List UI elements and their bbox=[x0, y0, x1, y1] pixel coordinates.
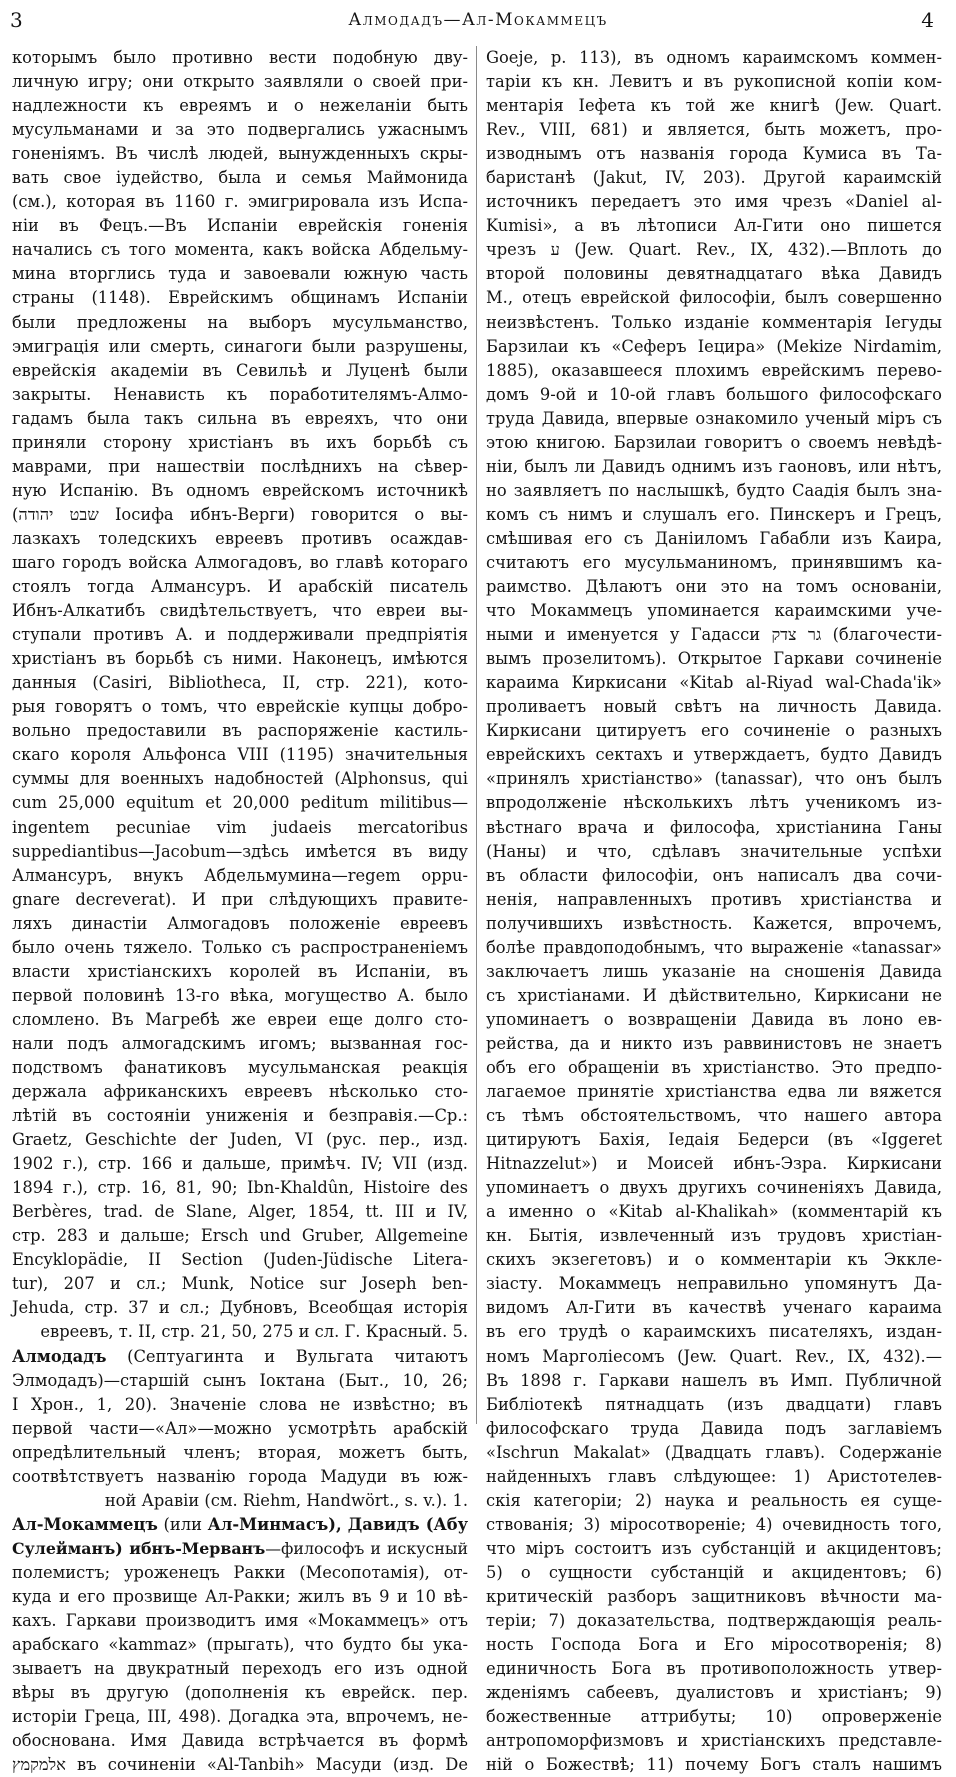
text-line: еврейскія академіи въ Севильѣ и Луценѣ были bbox=[12, 360, 468, 380]
text-line: видомъ Ал-Гити въ качествѣ ученаго караима bbox=[486, 1298, 942, 1318]
text-line: изводнымъ отъ названія города Кумиса въ Та- bbox=[486, 144, 942, 164]
column-divider bbox=[476, 46, 477, 1424]
text-line: ingentem pecuniae vim judaeis mercatoribus bbox=[12, 817, 468, 837]
entry-line-almokammets bbox=[12, 1513, 468, 1537]
text-line: ными и именуется у Гадасси גר צדק (благочести- bbox=[486, 625, 942, 645]
left-column bbox=[12, 46, 469, 1775]
entry-text: —философъ и искусный bbox=[265, 1538, 468, 1558]
text-line: антропоморфизмовъ и христіанскихъ представле- bbox=[486, 1731, 942, 1751]
text-line: вѣстнаго врача и философа, христіанина Ганы bbox=[486, 817, 942, 837]
text-line: 5) о сущности субстанцій и акцидентовъ; 6) bbox=[486, 1562, 942, 1582]
entry-text: (Септуагинта и Вульгата читаютъ bbox=[106, 1346, 468, 1366]
text-line: (שבט יהודה Іосифа ибнъ-Верги) говорится о вы- bbox=[12, 504, 468, 524]
entry-text: (или bbox=[157, 1514, 208, 1534]
text-line: suppediantibus—Jacobum—здѣсь имѣется въ виду bbox=[12, 841, 468, 861]
text-line: кн. Бытія, извлеченный изъ трудовъ христіан- bbox=[486, 1226, 942, 1246]
text-line: зываетъ на двукратный переходъ его изъ одной bbox=[12, 1659, 468, 1679]
text-line: Библіотекѣ пятнадцать (изъ двадцати) главъ bbox=[486, 1394, 942, 1414]
text-line: заключаетъ лишь указаніе на сношенія Давида bbox=[486, 961, 942, 981]
text-line: 1885), оказавшееся плохимъ еврейскимъ перево- bbox=[486, 360, 942, 380]
text-line: ніи, былъ ли Давидъ однимъ изъ гаоновъ, или нѣтъ, bbox=[486, 456, 942, 476]
text-line: нали подъ алмогадскимъ игомъ; вызванная гос- bbox=[12, 1033, 468, 1053]
text-line: ной Аравіи (см. Riehm, Handwört., s. v.). 1. bbox=[104, 1490, 468, 1510]
text-line: труда Давида, впервые ознакомило ученый міръ съ bbox=[486, 408, 942, 428]
text-line: баристанѣ (Jakut, IV, 203). Другой караимскій bbox=[486, 168, 942, 188]
text-line: чрезъ ע (Jew. Quart. Rev., IX, 432).—Вплоть до bbox=[486, 240, 942, 260]
text-line: комъ съ нимъ и слушалъ его. Пинскеръ и Грецъ, bbox=[486, 504, 942, 524]
text-line: съ тѣмъ обстоятельствомъ, что нашего автора bbox=[486, 1106, 942, 1126]
text-line: ментарія Іефета къ той же книгѣ (Jew. Quart. bbox=[486, 96, 942, 116]
text-line: философскаго труда Давида подъ заглавіемъ bbox=[486, 1418, 942, 1438]
text-line: что Мокаммецъ упоминается караимскими уче- bbox=[486, 601, 942, 621]
text-line: объ его обращеніи въ христіанство. Это предпо- bbox=[486, 1057, 942, 1077]
text-line: закрыты. Ненависть къ поработителямъ-Алмо- bbox=[12, 384, 468, 404]
text-line: считаютъ его мусульманиномъ, принявшимъ ка- bbox=[486, 552, 942, 572]
text-line: Барзилаи къ «Сеферъ Іецира» (Mekize Nirdamim, bbox=[486, 336, 942, 356]
text-line: ляхъ династіи Алмогадовъ положеніе евреевъ bbox=[12, 913, 468, 933]
text-line: скія категоріи; 2) наука и реальность ея суще- bbox=[486, 1490, 942, 1510]
text-line: данныя (Casiri, Bibliotheca, II, стр. 221), кото- bbox=[12, 673, 468, 693]
text-line: Kumisi», а въ лѣтописи Ал-Гити оно пишется bbox=[486, 216, 942, 236]
text-line: Rev., VIII, 681) и является, быть можетъ, про- bbox=[486, 120, 942, 140]
text-line: было очень тяжело. Только съ распространеніемъ bbox=[12, 937, 468, 957]
text-line: арабскаго «kammaz» (прыгать), что будто бы ука- bbox=[12, 1635, 468, 1655]
text-line: номъ Марголіесомъ (Jew. Quart. Rev., IX, 432).— bbox=[486, 1346, 942, 1366]
right-page-number: 4 bbox=[921, 8, 934, 32]
text-line: вѣры въ другую (дополненія къ еврейск. пер. bbox=[12, 1683, 468, 1703]
text-line: еврейскихъ сектахъ и утверждаетъ, будто Давидъ bbox=[486, 745, 942, 765]
text-line: зіасту. Мокаммецъ неправильно упомянутъ Да- bbox=[486, 1274, 942, 1294]
text-line: лазкахъ толедскихъ евреевъ противъ осаждав- bbox=[12, 528, 468, 548]
text-line: cum 25,000 equitum et 20,000 peditum militibus— bbox=[12, 793, 468, 813]
text-line: Graetz, Geschichte der Juden, VI (рус. пер., изд. bbox=[12, 1130, 468, 1150]
text-line: первой половинѣ 13-го вѣка, могущество А. было bbox=[12, 985, 468, 1005]
text-line: единичность Бога въ противоположность утвер- bbox=[486, 1659, 942, 1679]
text-line: соотвѣтствуетъ названію города Мадуди въ юж- bbox=[12, 1466, 468, 1486]
text-line: скихъ экзегетовъ) и о комментаріи къ Эккле- bbox=[486, 1250, 942, 1270]
text-line: Jehuda, стр. 37 и сл.; Дубновъ, Всеобщая исторія bbox=[12, 1298, 468, 1318]
text-line: 1902 г.), стр. 166 и дальше, примѣч. IV; VII (изд. bbox=[12, 1154, 468, 1174]
text-line: маврами, при нашествіи послѣднихъ на сѣвер- bbox=[12, 456, 468, 476]
text-line: жденіямъ сабеевъ, дуалистовъ и христіанъ; 9) bbox=[486, 1683, 942, 1703]
text-line: Алмансуръ, внукъ Абдельмумина—regem oppu- bbox=[12, 865, 468, 885]
text-line: М., отецъ еврейской философіи, былъ совершенно bbox=[486, 288, 942, 308]
text-line: смѣшивая его съ Даніиломъ Габабли изъ Каира, bbox=[486, 528, 942, 548]
text-line: личную игру; они открыто заявляли о своей при- bbox=[12, 72, 468, 92]
text-line: что міръ состоитъ изъ субстанцій и акцидентовъ; bbox=[486, 1538, 942, 1558]
text-line: опредѣлительный членъ; вторая, можетъ быть, bbox=[12, 1442, 468, 1462]
text-line: приняли сторону христіанъ въ ихъ борьбѣ съ bbox=[12, 432, 468, 452]
text-line: второй половины девятнадцатаго вѣка Давидъ bbox=[486, 264, 942, 284]
text-line: куда и его прозвище Ал-Ракки; жилъ въ 9 и 10 вѣ- bbox=[12, 1587, 468, 1606]
text-line: ность Господа Бога и Его міросотворенія; 8) bbox=[486, 1635, 942, 1655]
text-line: первой части—«Ал»—можно усмотрѣть арабскій bbox=[12, 1418, 468, 1438]
text-line: найденныхъ главъ слѣдующее: 1) Аристотелев- bbox=[486, 1466, 942, 1486]
text-line: караима Киркисани «Kitab al-Riyad wal-Chada'ik» bbox=[486, 673, 942, 693]
text-line: лагаемое принятіе христіанства едва ли вяжется bbox=[486, 1082, 942, 1102]
entry-line-almokammets-2 bbox=[12, 1537, 468, 1561]
text-line: אלמקמץ въ сочиненіи «Al-Tanbih» Масуди (изд. De bbox=[12, 1755, 468, 1775]
text-line: Въ 1898 г. Гаркави нашелъ въ Имп. Публичной bbox=[486, 1370, 942, 1390]
text-line: критическій разборъ защитниковъ вѣчности ма- bbox=[486, 1587, 942, 1606]
text-line: ступали противъ А. и поддерживали предпріятія bbox=[12, 625, 468, 645]
text-line: полемистъ; уроженецъ Ракки (Месопотамія), от- bbox=[12, 1562, 468, 1582]
text-line: а именно о «Kitab al-Khalikah» (комментарій къ bbox=[486, 1202, 942, 1222]
text-line: Элмодадъ)—старшій сынъ Іоктана (Быт., 10, 26; bbox=[12, 1370, 468, 1390]
text-line: въ его трудѣ о караимскихъ писателяхъ, издан- bbox=[486, 1322, 942, 1342]
text-line: проливаетъ новый свѣтъ на личность Давида. bbox=[486, 697, 942, 717]
text-line: «Ischrun Makalat» (Двадцать главъ). Содержаніе bbox=[486, 1442, 942, 1462]
text-line: вать свое іудейство, была и семья Маймонида bbox=[12, 168, 468, 188]
text-line: подствомъ фанатиковъ мусульманская реакція bbox=[12, 1057, 468, 1077]
text-line: Ибнъ-Алкатибъ свидѣтельствуетъ, что евреи вы- bbox=[12, 601, 468, 621]
text-line: упоминаетъ о двухъ другихъ сочиненіяхъ Давида, bbox=[486, 1178, 942, 1198]
text-line: 1894 г.), стр. 16, 81, 90; Ibn-Khaldûn, Histoire des bbox=[12, 1178, 468, 1198]
text-line: (см.), которая въ 1160 г. эмигрировала изъ Испа- bbox=[12, 192, 468, 212]
text-line: шаго городъ войска Алмогадовъ, во главѣ котораго bbox=[12, 552, 468, 572]
right-column bbox=[486, 46, 942, 1775]
entry-heading: Ал-Мокаммецъ bbox=[12, 1514, 158, 1534]
text-line: раимство. Дѣлаютъ они это на томъ основаніи, bbox=[486, 577, 942, 597]
text-line: стр. 283 и дальше; Ersch und Gruber, Allgemeine bbox=[12, 1226, 468, 1246]
text-line: страны (1148). Еврейскимъ общинамъ Испаніи bbox=[12, 288, 468, 308]
text-line: стоялъ тогда Алмансуръ. И арабскій писатель bbox=[12, 577, 468, 597]
text-line: теріи; 7) доказательства, подтверждающія реаль- bbox=[486, 1611, 942, 1631]
text-line: болѣе правдоподобнымъ, что выраженіе «tanassar» bbox=[486, 937, 942, 957]
running-title: Алмодадъ—Ал-Мокаммецъ bbox=[348, 10, 608, 30]
text-line: домъ 9-ой и 10-ой главъ большого философскаго bbox=[486, 384, 942, 404]
text-line: которымъ было противно вести подобную дву- bbox=[12, 48, 468, 67]
text-line: впродолженіе нѣсколькихъ лѣтъ ученикомъ из- bbox=[486, 793, 942, 813]
text-line: гоненіямъ. Въ числѣ людей, вынужденныхъ скры- bbox=[12, 144, 468, 164]
text-line: ствованія; 3) міросотвореніе; 4) очевидность того, bbox=[486, 1514, 942, 1534]
text-line: гадамъ была такъ сильна въ евреяхъ, что они bbox=[12, 408, 468, 428]
text-line: держала африканскихъ евреевъ нѣсколько сто- bbox=[12, 1082, 468, 1102]
text-line: цитируютъ Бахія, Іедаія Бедерси (въ «Iggeret bbox=[486, 1130, 942, 1150]
text-line: ную Испанію. Въ одномъ еврейскомъ источникѣ bbox=[12, 480, 468, 500]
text-line: I Хрон., 1, 20). Значеніе слова не извѣстно; въ bbox=[12, 1394, 468, 1414]
text-line: ніи въ Фецъ.—Въ Испаніи еврейскія гоненія bbox=[12, 216, 468, 236]
text-line: таріи къ кн. Левитъ и въ рукописной копіи ком- bbox=[486, 72, 942, 92]
text-line: христіанъ въ борьбѣ съ ними. Наконецъ, имѣются bbox=[12, 649, 468, 669]
text-line: источникъ передаетъ это имя чрезъ «Daniel al- bbox=[486, 192, 942, 212]
text-line: мина вторглись туда и завоевали южную часть bbox=[12, 264, 468, 284]
page-header bbox=[0, 0, 956, 40]
text-line: власти христіанскихъ королей въ Испаніи, въ bbox=[12, 961, 468, 981]
text-line: Goeje, p. 113), въ одномъ караимскомъ коммен- bbox=[486, 48, 942, 67]
text-line: «принялъ христіанство» (tanassar), что онъ былъ bbox=[486, 769, 942, 789]
text-line: рейства, да и никто изъ раввинистовъ не знаетъ bbox=[486, 1033, 942, 1053]
text-line: сломлено. Въ Магребѣ же евреи еще долго сто- bbox=[12, 1009, 468, 1029]
text-line: начались съ того момента, какъ войска Абдельму- bbox=[12, 240, 468, 260]
text-line: неизвѣстенъ. Только изданіе комментарія Іегуды bbox=[486, 312, 942, 332]
text-line: получившихъ извѣстность. Кажется, впрочемъ, bbox=[486, 913, 942, 933]
text-line: были предложены на выборъ мусульманство, bbox=[12, 312, 468, 332]
text-line: лѣтій въ состояніи униженія и безправія.—Ср.: bbox=[12, 1106, 468, 1126]
text-line: вольно предоставили въ распоряженіе кастиль- bbox=[12, 721, 468, 741]
text-line: tur), 207 и сл.; Munk, Notice sur Joseph ben- bbox=[12, 1274, 469, 1294]
text-line: gnare decreverat). И при слѣдующихъ правите- bbox=[12, 889, 468, 909]
text-line: Encyklopädie, II Section (Juden-Jüdische Litera- bbox=[12, 1250, 468, 1270]
text-line: обоснована. Имя Давида встрѣчается въ формѣ bbox=[12, 1731, 468, 1751]
text-line: рыя говорятъ о томъ, что еврейскіе купцы добро- bbox=[12, 697, 468, 717]
text-line: съ христіанами. И дѣйствительно, Киркисани не bbox=[486, 985, 942, 1005]
entry-heading: Алмодадъ bbox=[12, 1346, 107, 1366]
text-line: исторіи Греца, III, 498). Догадка эта, впрочемъ, не- bbox=[12, 1707, 468, 1727]
entry-heading: Сулейманъ) ибнъ-Мерванъ bbox=[12, 1538, 266, 1558]
text-line: скаго короля Альфонса VIII (1195) значительныя bbox=[12, 745, 468, 765]
text-line: надлежности къ евреямъ и о нежеланіи быть bbox=[12, 96, 468, 116]
text-line: Киркисани цитируетъ его сочиненіе о разныхъ bbox=[486, 721, 942, 741]
text-line: въ области философіи, онъ написалъ два сочи- bbox=[486, 865, 942, 885]
text-line: но заявляетъ по наслышкѣ, будто Саадія былъ зна- bbox=[486, 480, 942, 500]
text-line: упоминаетъ о возвращеніи Давида въ лоно ев- bbox=[486, 1009, 942, 1029]
entry-line-almodad bbox=[12, 1345, 468, 1369]
text-line: суммы для военныхъ надобностей (Alphonsus, qui bbox=[12, 769, 468, 789]
text-line: эмиграція или смерть, синагоги были разрушены, bbox=[12, 336, 468, 356]
text-line: Berbères, trad. de Slane, Alger, 1854, tt. III и IV, bbox=[12, 1202, 468, 1222]
text-line: ненія, направленныхъ противъ христіанства и bbox=[486, 889, 942, 909]
text-line: божественные аттрибуты; 10) опроверженіе bbox=[486, 1707, 942, 1727]
entry-heading: Ал-Минмасъ), Давидъ (Абу bbox=[207, 1514, 468, 1534]
text-line: кахъ. Гаркави производитъ имя «Мокаммецъ» отъ bbox=[12, 1611, 468, 1631]
text-line: евреевъ, т. II, стр. 21, 50, 275 и сл. Г. Красный. 5. bbox=[40, 1322, 468, 1342]
text-line: ній о Божествѣ; 11) почему Богъ сталъ нашимъ bbox=[486, 1755, 942, 1775]
text-line: этою книгою. Барзилаи говоритъ о своемъ невѣдѣ- bbox=[486, 432, 942, 452]
text-line: вымъ прозелитомъ). Открытое Гаркави сочиненіе bbox=[486, 649, 942, 669]
text-line: Hitnazzelut») и Моисей ибнъ-Эзра. Киркисани bbox=[486, 1154, 942, 1174]
text-line: (Наны) и что, сдѣлавъ значительные успѣхи bbox=[486, 841, 942, 861]
left-page-number: 3 bbox=[10, 8, 23, 32]
text-line: мусульманами и за это подвергались ужаснымъ bbox=[12, 120, 468, 140]
